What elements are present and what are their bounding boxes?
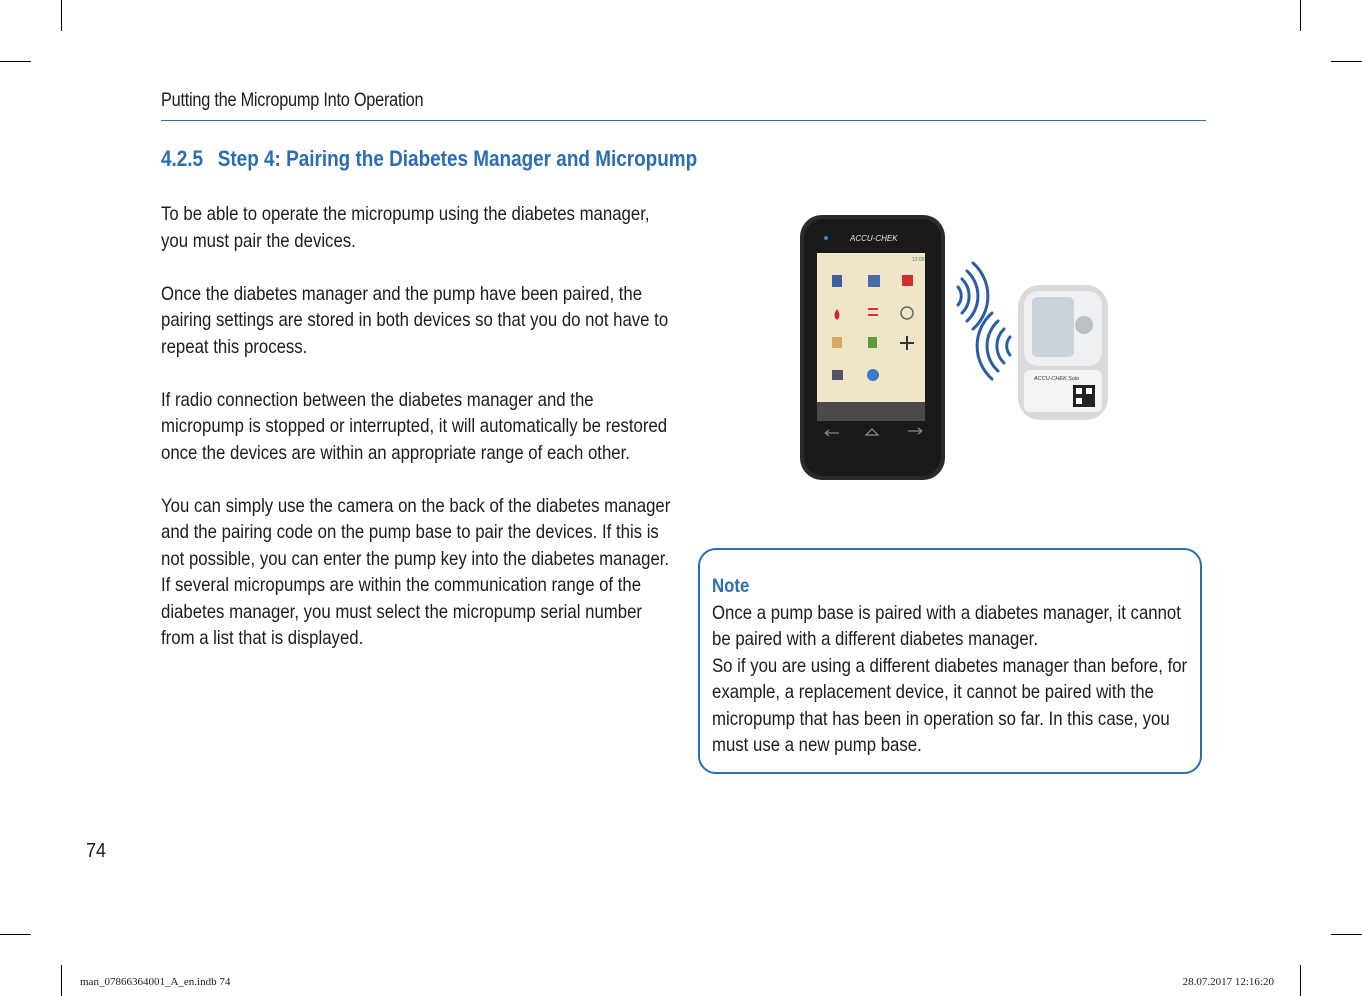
crop-mark <box>61 965 62 996</box>
section-heading <box>161 146 697 172</box>
body-text <box>161 201 677 678</box>
pairing-illustration <box>790 205 1120 495</box>
print-slug-date: 28.07.2017 12:16:20 <box>1182 976 1274 988</box>
crop-mark <box>61 0 62 31</box>
crop-mark <box>1300 965 1301 996</box>
page-number: 74 <box>86 840 107 862</box>
body-paragraph: You can simply use the camera on the back of the diabetes manager and the pairing code on the pump base to pair the devices. If this is not possible, you can enter the pump key into the diabetes manager. If several micropumps are within the communication range of the diabetes manager, you must select the micropump serial number from a list that is displayed. <box>161 494 671 649</box>
micropump-device <box>1018 285 1108 420</box>
header-rule <box>161 120 1206 121</box>
running-head: Putting the Micropump Into Operation <box>161 90 424 111</box>
body-paragraph: If radio connection between the diabetes manager and the micropump is stopped or interrupted, it will automatically be restored once the devices are within an appropriate range of each other. <box>161 388 668 464</box>
note-paragraph: So if you are using a different diabetes manager than before, for example, a replacement device, it cannot be paired with the micropump that has been in operation so far. In this case, you must use a new pump base. <box>712 654 1188 756</box>
body-paragraph: To be able to operate the micropump using the diabetes manager, you must pair the devices. <box>161 203 650 252</box>
body-paragraph: Once the diabetes manager and the pump have been paired, the pairing settings are stored in both devices so that you do not have to repeat this process. <box>161 282 669 358</box>
manager-time: 12:00 <box>912 257 925 263</box>
note-paragraph: Once a pump base is paired with a diabetes manager, it cannot be paired with a different diabetes manager. <box>712 601 1181 650</box>
manager-brand: ACCU-CHEK <box>850 234 898 243</box>
diabetes-manager-device <box>800 215 945 480</box>
print-slug-file: man_07866364001_A_en.indb 74 <box>80 976 231 988</box>
crop-mark <box>0 61 31 62</box>
note-title: Note <box>712 575 750 597</box>
pairing-figure <box>790 205 1120 495</box>
crop-mark <box>0 934 31 935</box>
section-number: 4.2.5 <box>161 146 204 171</box>
pump-brand: ACCU-CHEK Solo <box>1034 376 1080 382</box>
radio-waves-icon <box>958 263 1010 379</box>
crop-mark <box>1331 61 1362 62</box>
note-box <box>698 548 1202 774</box>
crop-mark <box>1300 0 1301 31</box>
section-title: Step 4: Pairing the Diabetes Manager and Micropump <box>217 146 698 171</box>
crop-mark <box>1331 934 1362 935</box>
